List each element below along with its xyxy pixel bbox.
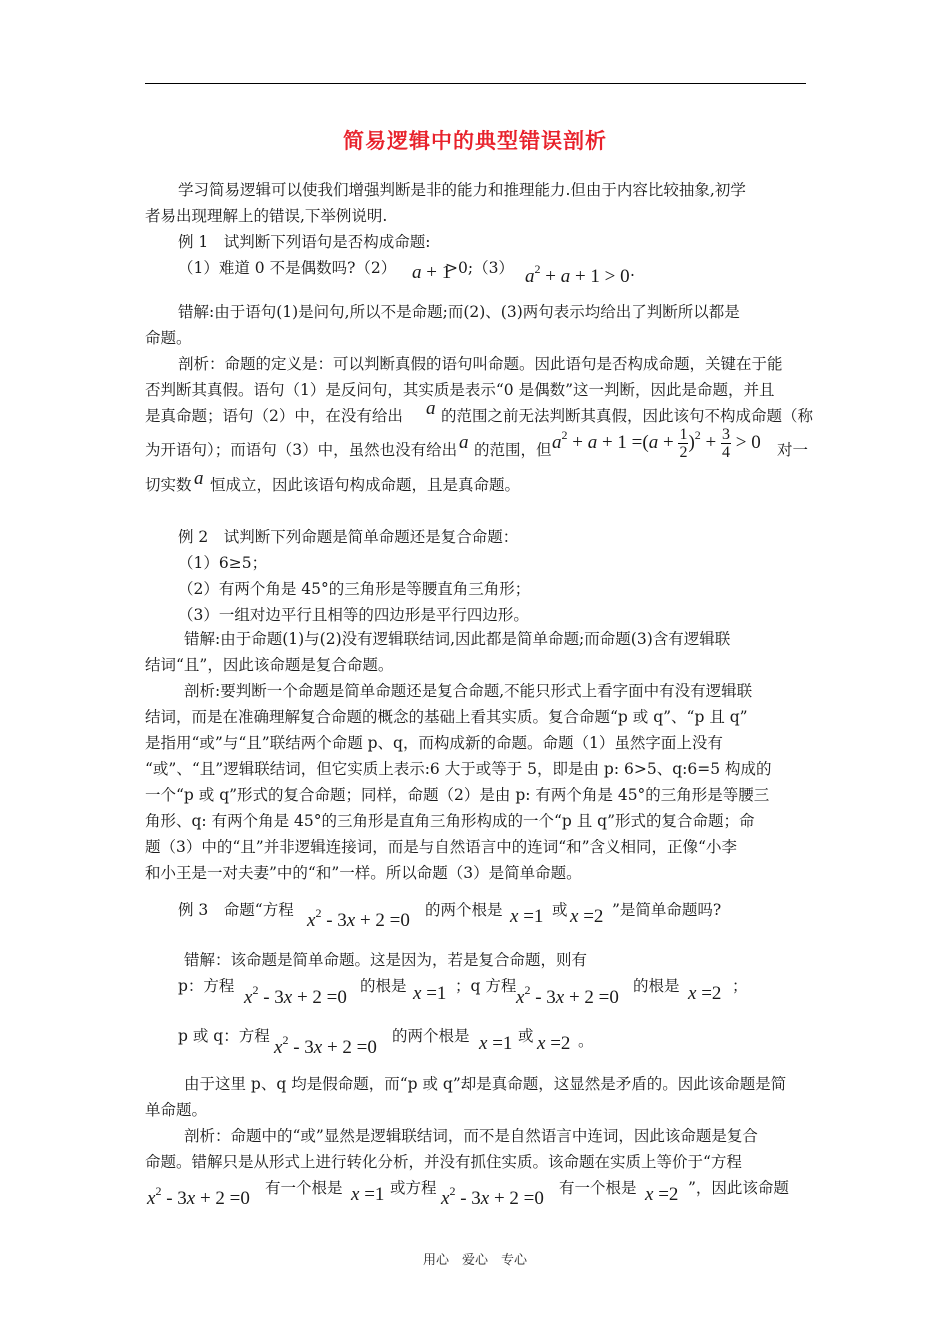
example-2-item-3: （3）一组对边平行且相等的四边形是平行四边形。: [178, 606, 529, 624]
example-2-item-2: （2）有两个角是 45°的三角形是等腰直角三角形；: [178, 580, 531, 598]
example-2-analysis-6: 角形、q: 有两个角是 45°的三角形是直角三角形构成的一个“p 且 q”形式的复合命题；命: [145, 812, 755, 830]
example-2-wrong-1: 错解:由于命题(1)与(2)没有逻辑联结词,因此都是简单命题;而命题(3)含有逻辑联: [184, 630, 731, 648]
example-2-heading: 例 2 试判断下列命题是简单命题还是复合命题：: [178, 528, 519, 546]
example-1-items-b: >0;（3）: [445, 259, 514, 277]
example-3-pq-b: 的两个根是: [392, 1027, 470, 1045]
example-3-since-2: 单命题。: [145, 1101, 208, 1119]
example-2-wrong-2: 结词“且”，因此该命题是复合命题。: [145, 656, 394, 674]
header-rule: [145, 83, 806, 84]
example-1-wrong-1: 错解:由于语句(1)是问句,所以不是命题;而(2)、(3)两句表示均给出了判断所以都是: [178, 303, 740, 321]
math-equation: $x^2 - 3x + 2 =0$: [441, 1184, 544, 1209]
intro-line-1: 学习简易逻辑可以使我们增强判断是非的能力和推理能力.但由于内容比较抽象,初学: [178, 181, 746, 199]
example-3-heading-b: 的两个根是: [425, 901, 503, 919]
example-2-analysis-5: 一个“p 或 q”形式的复合命题；同样，命题（2）是由 p: 有两个角是 45°的三角形是等腰三: [145, 786, 770, 804]
example-1-analysis-3a: 是真命题；语句（2）中，在没有给出: [145, 407, 403, 425]
example-1-items-end: .: [630, 262, 635, 280]
example-1-analysis-1: 剖析：命题的定义是：可以判断真假的语句叫命题。因此语句是否构成命题，关键在于能: [178, 355, 783, 373]
math-equation: $x^2 - 3x + 2 =0$: [147, 1184, 250, 1209]
example-3-p-d: 的根是: [633, 977, 680, 995]
math-completed-square: $a^2 + a + 1 =(a$ + $\frac{1}{2}$ )$^2$ + $\frac{3}{4}$ > 0: [552, 426, 761, 461]
example-3-analysis-3c: 有一个根是: [559, 1179, 637, 1197]
example-1-analysis-4b: 的范围，但: [474, 441, 552, 459]
example-1-analysis-4c: 对一: [777, 441, 809, 459]
example-3-heading-a: 例 3 命题“方程: [178, 901, 294, 919]
example-3-pq-a: p 或 q：方程: [178, 1027, 270, 1045]
var-a: a: [426, 398, 436, 419]
math-quadratic-ineq: $a^2 + a + 1 > 0$: [525, 262, 630, 287]
example-3-analysis-3b: 或方程: [390, 1179, 437, 1197]
example-2-analysis-2: 结词，而是在准确理解复合命题的概念的基础上看其实质。复合命题“p 或 q”、“p 且 q”: [145, 708, 748, 726]
intro-line-2: 者易出现理解上的错误,下举例说明.: [145, 207, 388, 225]
example-2-analysis-7: 题（3）中的“且”并非逻辑连接词，而是与自然语言中的连词“和”含义相同，正像“小李: [145, 838, 737, 856]
var-a: a: [194, 468, 204, 489]
example-3-wrong: 错解：该命题是简单命题。这是因为，若是复合命题，则有: [184, 951, 588, 969]
example-3-analysis-3d: ”，因此该命题: [688, 1179, 789, 1197]
page-footer: 用心 爱心 专心: [422, 1253, 527, 1268]
math-x-eq-1: x =1: [413, 983, 447, 1004]
example-3-p-a: p：方程: [178, 977, 235, 995]
page-title: 简易逻辑中的典型错误剖析: [343, 128, 607, 153]
var-a: a: [459, 432, 469, 453]
math-equation: $x^2 - 3x + 2 =0$: [274, 1033, 377, 1058]
example-3-heading-d: ”是简单命题吗?: [612, 901, 722, 919]
math-equation: $x^2 - 3x + 2 =0$: [244, 983, 347, 1008]
example-2-analysis-3: 是指用“或”与“且”联结两个命题 p、q，而构成新的命题。命题（1）虽然字面上没有: [145, 734, 723, 752]
math-x-eq-1: x =1: [479, 1033, 513, 1054]
math-x-eq-1: x =1: [510, 906, 544, 927]
example-1-analysis-3b: 的范围之前无法判断其真假，因此该句不构成命题（称: [441, 407, 814, 425]
example-3-analysis-2: 命题。错解只是从形式上进行转化分析，并没有抓住实质。该命题在实质上等价于“方程: [145, 1153, 742, 1171]
example-3-analysis-1: 剖析：命题中的“或”显然是逻辑联结词，而不是自然语言中连词，因此该命题是复合: [184, 1127, 758, 1145]
example-3-pq-c: 或: [518, 1027, 534, 1045]
example-1-analysis-2: 否判断其真假。语句（1）是反问句，其实质是表示“0 是偶数”这一判断，因此是命题，并且: [145, 381, 775, 399]
example-3-heading-c: 或: [552, 901, 568, 919]
example-2-analysis-8: 和小王是一对夫妻”中的“和”一样。所以命题（3）是简单命题。: [145, 864, 582, 882]
example-3-p-e: ；: [732, 977, 748, 995]
math-x-eq-2: x =2: [688, 983, 722, 1004]
math-x-eq-1: x =1: [351, 1184, 385, 1205]
example-2-item-1: （1）6≥5；: [178, 554, 268, 572]
example-2-analysis-4: “或”、“且”逻辑联结词，但它实质上表示:6 大于或等于 5，即是由 p: 6>5、q:6=5 构成的: [145, 760, 772, 778]
math-x-eq-2: x =2: [537, 1033, 571, 1054]
example-3-p-c: ；q 方程: [455, 977, 517, 995]
example-1-items-a: （1）难道 0 不是偶数吗?（2）: [178, 259, 397, 277]
example-1-analysis-4a: 为开语句）；而语句（3）中，虽然也没有给出: [145, 441, 458, 459]
math-equation: $x^2 - 3x + 2 =0$: [516, 983, 619, 1008]
example-1-heading: 例 1 试判断下列语句是否构成命题:: [178, 233, 431, 251]
example-2-analysis-1: 剖析:要判断一个命题是简单命题还是复合命题,不能只形式上看字面中有没有逻辑联: [184, 682, 753, 700]
example-1-analysis-5a: 切实数: [145, 476, 192, 494]
math-equation: $x^2 - 3x + 2 =0$: [307, 906, 410, 931]
example-3-analysis-3a: 有一个根是: [265, 1179, 343, 1197]
example-3-since-1: 由于这里 p、q 均是假命题，而“p 或 q”却是真命题，这显然是矛盾的。因此该命题是简: [184, 1075, 787, 1093]
example-3-p-b: 的根是: [360, 977, 407, 995]
example-1-analysis-5b: 恒成立，因此该语句构成命题，且是真命题。: [210, 476, 521, 494]
example-3-pq-d: 。: [578, 1032, 594, 1050]
example-1-wrong-2: 命题。: [145, 329, 192, 347]
math-x-eq-2: x =2: [645, 1184, 679, 1205]
math-a-plus-1: a + 1: [412, 262, 452, 283]
math-x-eq-2: x =2: [570, 906, 604, 927]
